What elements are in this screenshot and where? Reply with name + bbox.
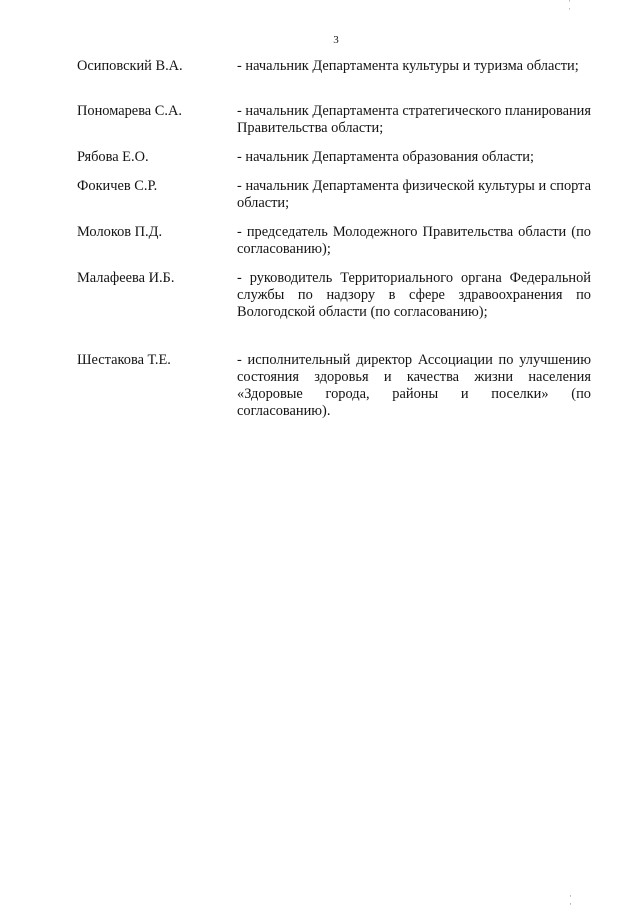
page-number: 3 — [333, 34, 339, 46]
member-row — [77, 103, 591, 149]
member-row — [77, 224, 591, 270]
member-role: - председатель Молодежного Правительства области (по согласованию); — [237, 224, 591, 257]
member-row — [77, 149, 591, 178]
member-name: Молоков П.Д. — [77, 224, 163, 240]
member-role: - исполнительный директор Ассоциации по улучшению состояния здоровья и качества жизни населения «Здоровые города, районы и поселки» (по согласованию). — [237, 352, 591, 419]
member-name: Пономарева С.А. — [77, 103, 182, 119]
member-name: Осиповский В.А. — [77, 58, 183, 74]
member-role: - начальник Департамента образования области; — [237, 149, 534, 165]
member-row — [77, 58, 591, 103]
member-role: - начальник Департамента стратегического планирования Правительства области; — [237, 103, 591, 136]
corner-mark-top: · · — [568, 0, 577, 14]
member-name: Фокичев С.Р. — [77, 178, 158, 194]
member-name: Малафеева И.Б. — [77, 270, 175, 286]
member-name: Шестакова Т.Е. — [77, 352, 171, 368]
member-row — [77, 352, 591, 422]
member-role: - начальник Департамента физической культуры и спорта области; — [237, 178, 591, 211]
member-row — [77, 178, 591, 224]
member-row — [77, 270, 591, 352]
member-list — [77, 58, 591, 422]
corner-mark-bottom: · · — [569, 891, 579, 909]
member-role: - руководитель Территориального органа Федеральной службы по надзору в сфере здравоохранения по Вологодской области (по согласованию); — [237, 270, 591, 320]
member-role: - начальник Департамента культуры и туризма области; — [237, 58, 579, 74]
member-name: Рябова Е.О. — [77, 149, 149, 165]
